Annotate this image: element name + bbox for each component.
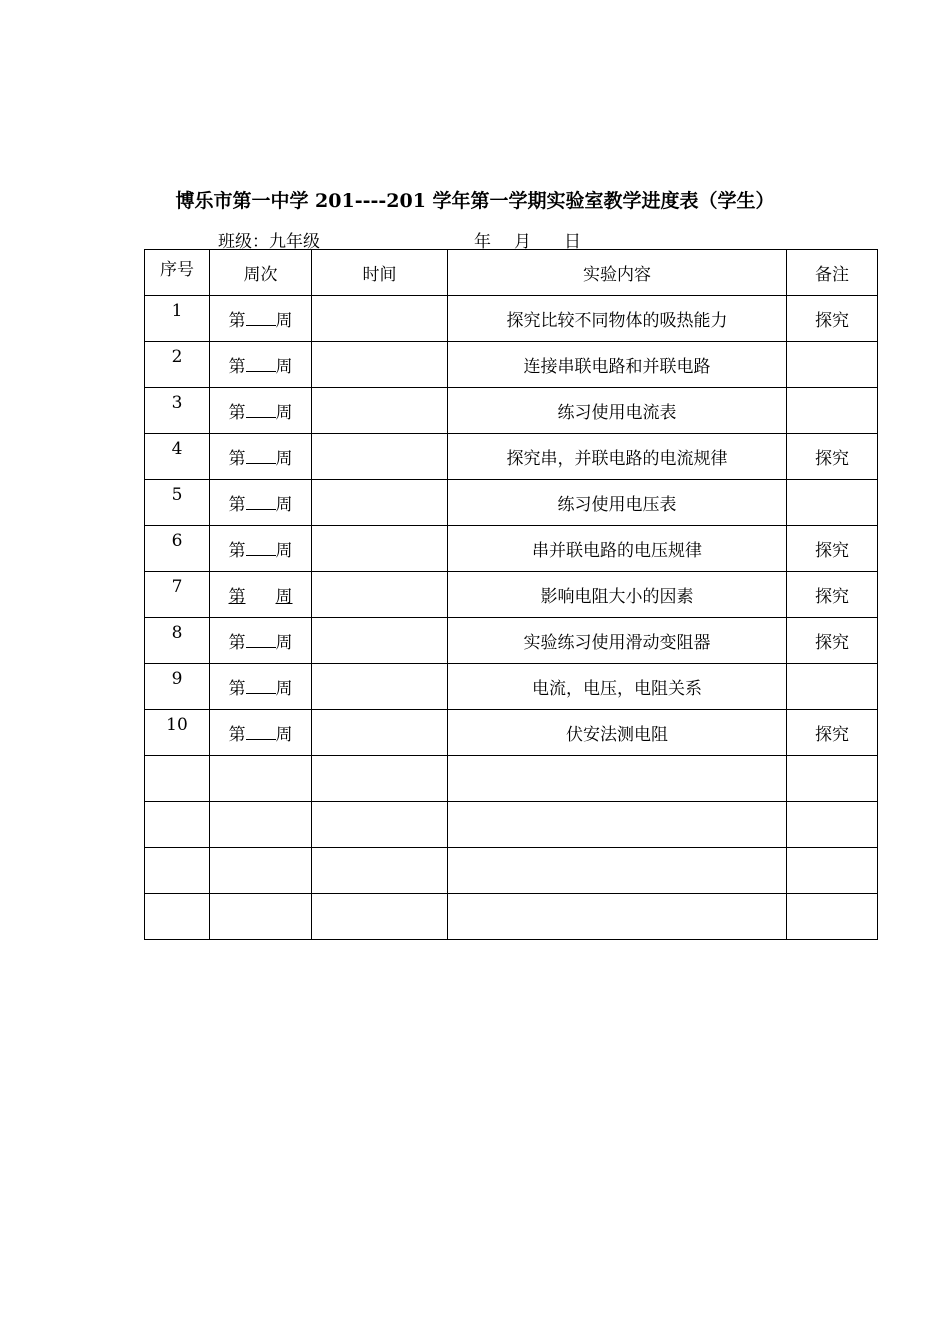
table-row	[145, 710, 878, 756]
week-blank	[246, 493, 276, 510]
cell-week	[210, 618, 312, 664]
cell-seq	[145, 802, 210, 848]
header-note: 备注	[787, 250, 878, 296]
table-header-row	[145, 250, 878, 296]
table-row	[145, 388, 878, 434]
cell-time	[312, 388, 448, 434]
week-field	[229, 490, 293, 515]
cell-content: 练习使用电压表	[448, 480, 787, 526]
week-blank	[246, 631, 276, 648]
cell-content	[448, 756, 787, 802]
cell-seq: 7	[145, 572, 210, 618]
cell-note	[787, 848, 878, 894]
week-prefix: 第	[228, 541, 246, 561]
cell-week	[210, 342, 312, 388]
empty-table-row	[145, 756, 878, 802]
cell-seq	[145, 894, 210, 940]
week-prefix: 第	[228, 633, 246, 653]
table-row	[145, 480, 878, 526]
week-prefix: 第	[228, 725, 246, 745]
cell-content: 伏安法测电阻	[448, 710, 787, 756]
cell-week	[210, 894, 312, 940]
cell-note: 探究	[787, 296, 878, 342]
week-suffix: 周	[275, 449, 293, 469]
cell-week	[210, 480, 312, 526]
cell-week	[210, 526, 312, 572]
table-body	[145, 296, 878, 940]
week-prefix: 第	[228, 449, 246, 469]
week-blank	[246, 309, 276, 326]
week-blank	[246, 586, 276, 602]
cell-note: 探究	[787, 618, 878, 664]
week-blank	[246, 723, 276, 740]
table-row	[145, 664, 878, 710]
table-row	[145, 296, 878, 342]
cell-content: 影响电阻大小的因素	[448, 572, 787, 618]
cell-content	[448, 802, 787, 848]
cell-time	[312, 618, 448, 664]
table-row	[145, 572, 878, 618]
cell-content: 探究串，并联电路的电流规律	[448, 434, 787, 480]
cell-time	[312, 848, 448, 894]
week-suffix: 周	[275, 679, 293, 699]
week-blank	[246, 401, 276, 418]
cell-content: 电流，电压，电阻关系	[448, 664, 787, 710]
cell-time	[312, 802, 448, 848]
date-year-label: 年	[474, 232, 491, 252]
header-week: 周次	[210, 250, 312, 296]
week-suffix: 周	[275, 357, 293, 377]
cell-seq: 9	[145, 664, 210, 710]
header-content: 实验内容	[448, 250, 787, 296]
cell-time	[312, 296, 448, 342]
week-suffix: 周	[275, 495, 293, 515]
week-prefix: 第	[228, 357, 246, 377]
cell-content	[448, 894, 787, 940]
header-seq: 序号	[145, 250, 210, 296]
cell-week	[210, 572, 312, 618]
cell-note	[787, 480, 878, 526]
week-field	[229, 398, 293, 423]
cell-note	[787, 388, 878, 434]
week-prefix: 第	[228, 403, 246, 423]
cell-note: 探究	[787, 434, 878, 480]
cell-time	[312, 480, 448, 526]
cell-week	[210, 710, 312, 756]
week-prefix: 第	[228, 679, 246, 699]
cell-seq: 10	[145, 710, 210, 756]
table-row	[145, 526, 878, 572]
week-field	[229, 444, 293, 469]
week-blank	[246, 677, 276, 694]
week-field	[229, 720, 293, 745]
cell-time	[312, 756, 448, 802]
cell-seq: 3	[145, 388, 210, 434]
cell-time	[312, 894, 448, 940]
week-suffix: 周	[275, 633, 293, 653]
week-prefix: 第	[228, 311, 246, 331]
cell-note: 探究	[787, 526, 878, 572]
week-blank	[246, 355, 276, 372]
cell-seq: 6	[145, 526, 210, 572]
cell-seq	[145, 848, 210, 894]
week-field	[229, 582, 293, 607]
cell-time	[312, 664, 448, 710]
week-suffix: 周	[275, 311, 293, 331]
cell-time	[312, 526, 448, 572]
cell-note: 探究	[787, 572, 878, 618]
week-suffix: 周	[275, 587, 293, 607]
empty-table-row	[145, 802, 878, 848]
week-prefix: 第	[228, 495, 246, 515]
week-suffix: 周	[275, 541, 293, 561]
cell-seq: 5	[145, 480, 210, 526]
cell-week	[210, 802, 312, 848]
cell-week	[210, 434, 312, 480]
week-field	[229, 536, 293, 561]
week-prefix: 第	[228, 587, 246, 607]
cell-week	[210, 664, 312, 710]
week-field	[229, 352, 293, 377]
cell-week	[210, 296, 312, 342]
week-field	[229, 674, 293, 699]
cell-content: 练习使用电流表	[448, 388, 787, 434]
cell-seq: 4	[145, 434, 210, 480]
empty-table-row	[145, 894, 878, 940]
header-time: 时间	[312, 250, 448, 296]
cell-content: 实验练习使用滑动变阻器	[448, 618, 787, 664]
date-month-label: 月	[514, 232, 531, 252]
cell-seq: 1	[145, 296, 210, 342]
cell-content: 探究比较不同物体的吸热能力	[448, 296, 787, 342]
cell-note	[787, 756, 878, 802]
cell-week	[210, 388, 312, 434]
cell-week	[210, 848, 312, 894]
cell-week	[210, 756, 312, 802]
table-row	[145, 434, 878, 480]
empty-table-row	[145, 848, 878, 894]
page-title: 博乐市第一中学 201----201 学年第一学期实验室教学进度表（学生）	[175, 190, 775, 212]
cell-content: 连接串联电路和并联电路	[448, 342, 787, 388]
cell-seq: 8	[145, 618, 210, 664]
cell-time	[312, 572, 448, 618]
cell-time	[312, 434, 448, 480]
cell-seq	[145, 756, 210, 802]
week-suffix: 周	[275, 403, 293, 423]
week-field	[229, 628, 293, 653]
table-row	[145, 618, 878, 664]
cell-content: 串并联电路的电压规律	[448, 526, 787, 572]
cell-note	[787, 664, 878, 710]
cell-content	[448, 848, 787, 894]
week-blank	[246, 539, 276, 556]
cell-time	[312, 710, 448, 756]
class-label: 班级：九年级	[218, 232, 320, 252]
cell-note: 探究	[787, 710, 878, 756]
table-row	[145, 342, 878, 388]
cell-seq: 2	[145, 342, 210, 388]
cell-time	[312, 342, 448, 388]
cell-note	[787, 802, 878, 848]
week-suffix: 周	[275, 725, 293, 745]
cell-note	[787, 894, 878, 940]
week-blank	[246, 447, 276, 464]
schedule-table	[144, 249, 878, 940]
week-field	[229, 306, 293, 331]
cell-note	[787, 342, 878, 388]
date-day-label: 日	[564, 232, 581, 252]
